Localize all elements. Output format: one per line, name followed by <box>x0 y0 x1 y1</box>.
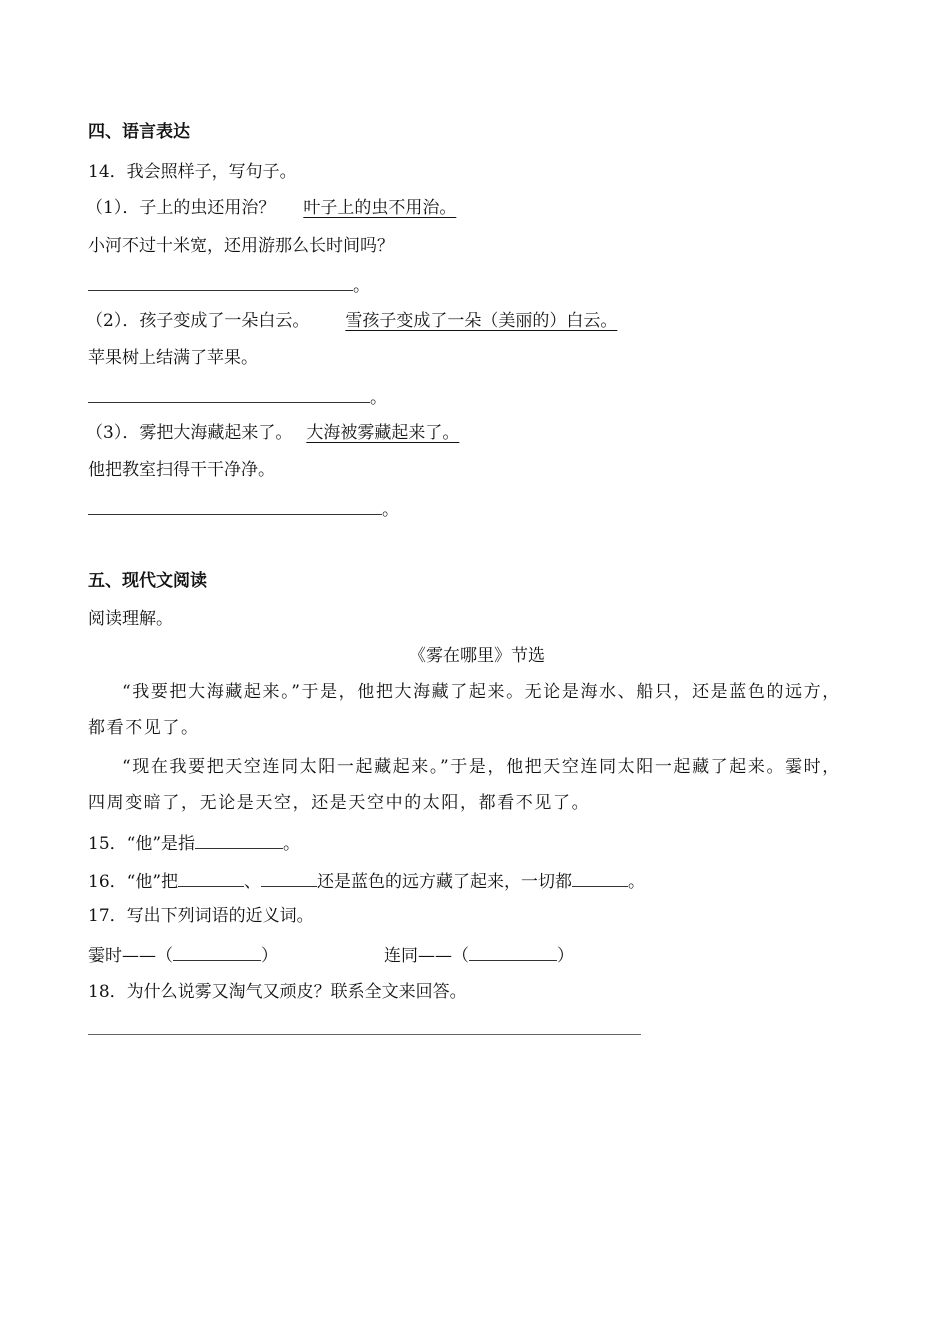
question-17-word-2: 连同——（ ） <box>384 942 574 968</box>
q14-item-2 <box>86 309 617 333</box>
answer-blank[interactable] <box>173 942 261 961</box>
q14-item-1-prefix: （1）．子上的虫还用治？ <box>86 198 276 218</box>
answer-blank[interactable] <box>261 868 317 887</box>
question-16: 16．“他”把 、 还是蓝色的远方藏了起来，一切都 。 <box>88 868 645 894</box>
question-18-stem: 18．为什么说雾又淘气又顽皮？联系全文来回答。 <box>88 982 467 1002</box>
q14-item-2-prefix: （2）．孩子变成了一朵白云。 <box>86 311 310 331</box>
passage-title: 《雾在哪里》节选 <box>409 646 545 666</box>
q14-item-1 <box>86 196 456 220</box>
q14-item-3-answer[interactable] <box>88 496 399 522</box>
q14-item-1-answer[interactable] <box>88 272 370 298</box>
answer-blank[interactable] <box>469 942 557 961</box>
period: 。 <box>382 500 399 520</box>
answer-blank[interactable] <box>572 868 628 887</box>
q14-item-1-example: 叶子上的虫不用治。 <box>303 198 457 218</box>
reading-intro: 阅读理解。 <box>88 609 173 629</box>
answer-blank[interactable] <box>88 496 382 515</box>
answer-blank[interactable] <box>88 384 370 403</box>
q14-item-1-prompt: 小河不过十米宽，还用游那么长时间吗？ <box>88 236 394 256</box>
question-17-stem: 17．写出下列词语的近义词。 <box>88 906 314 926</box>
passage-paragraph-1: “我要把大海藏起来。”于是，他把大海藏了起来。无论是海水、船只，还是蓝色的远方，都看不见了。 <box>88 682 841 738</box>
section-heading-language: 四、语言表达 <box>88 122 190 142</box>
q14-item-2-answer[interactable] <box>88 384 387 410</box>
answer-blank[interactable] <box>195 830 283 849</box>
section-heading-reading: 五、现代文阅读 <box>88 571 207 591</box>
q14-item-3-prefix: （3）．雾把大海藏起来了。 <box>86 423 293 443</box>
q14-item-2-prompt: 苹果树上结满了苹果。 <box>88 348 258 368</box>
q14-item-3-prompt: 他把教室扫得干干净净。 <box>88 460 275 480</box>
answer-blank[interactable] <box>88 272 353 291</box>
passage-paragraph-2: “现在我要把天空连同太阳一起藏起来。”于是，他把天空连同太阳一起藏了起来。霎时，四周变暗了，无论是天空，还是天空中的太阳，都看不见了。 <box>88 757 841 813</box>
question-14-stem: 14．我会照样子，写句子。 <box>88 162 297 182</box>
period: 。 <box>370 388 387 408</box>
q14-item-3 <box>86 421 459 445</box>
question-18-answer-line[interactable] <box>88 1034 641 1035</box>
answer-blank[interactable] <box>178 868 244 887</box>
period: 。 <box>353 276 370 296</box>
question-17-word-1: 霎时——（ ） <box>88 942 278 968</box>
q14-item-3-example: 大海被雾藏起来了。 <box>306 423 460 443</box>
question-15: 15．“他”是指 。 <box>88 830 300 856</box>
q14-item-2-example: 雪孩子变成了一朵（美丽的）白云。 <box>345 311 618 331</box>
